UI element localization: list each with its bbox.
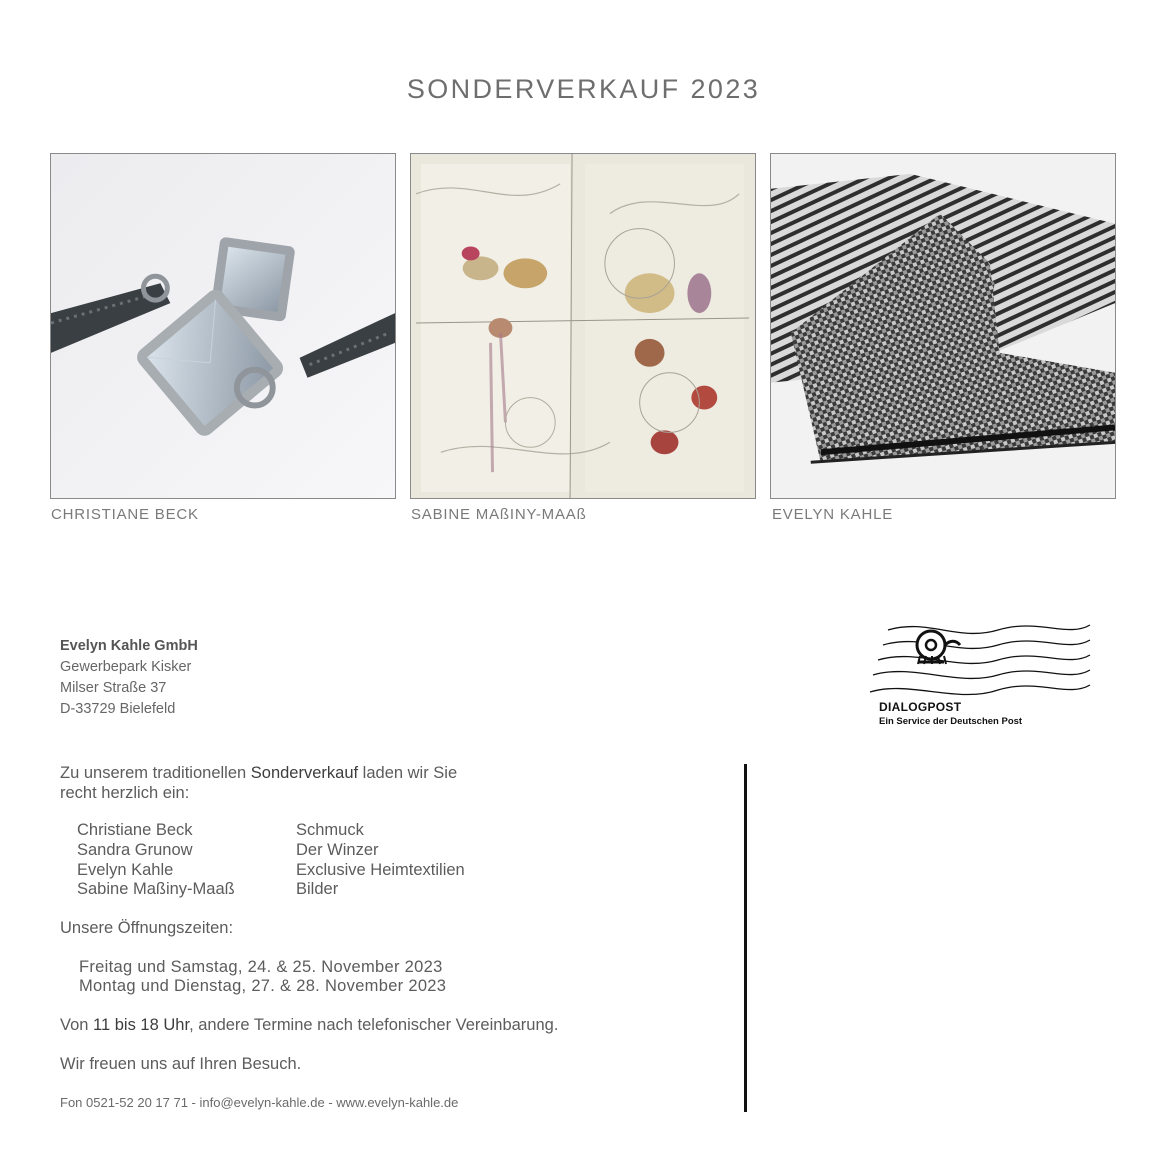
dialogpost-subtitle: Ein Service der Deutschen Post (879, 716, 1023, 727)
exhibitor-name: Christiane Beck (77, 821, 193, 839)
invite-text: laden wir Sie (358, 764, 458, 782)
company-name: Evelyn Kahle GmbH (60, 638, 198, 654)
hours-line: Freitag und Samstag, 24. & 25. November 2023 (79, 958, 443, 976)
sender-address (60, 636, 198, 720)
address-line: Milser Straße 37 (60, 680, 167, 696)
address-line: D-33729 Bielefeld (60, 701, 176, 717)
exhibitor-name: Sabine Maßiny-Maaß (77, 880, 235, 898)
posthorn-icon (868, 620, 1098, 700)
hours-heading: Unsere Öffnungszeiten: (60, 919, 234, 937)
hours-text: Von (60, 1016, 94, 1034)
exhibitor-item: Bilder (296, 880, 339, 898)
hours-line: Montag und Dienstag, 27. & 28. November 2023 (79, 977, 447, 995)
hours-bold: 11 bis 18 Uhr (93, 1016, 190, 1034)
invite-bold: Sonderverkauf (250, 764, 359, 782)
invitation-text (60, 763, 457, 803)
exhibitor-item: Der Winzer (296, 841, 379, 859)
exhibitor-name: Sandra Grunow (77, 841, 193, 859)
invite-line-1 (60, 763, 457, 783)
invite-text: Zu unserem traditionellen (60, 764, 251, 782)
jewelry-photo (50, 153, 396, 499)
hours-text: , andere Termine nach telefonischer Vereinbarung. (189, 1016, 559, 1034)
textile-photo (770, 153, 1116, 499)
contact-footer: Fon 0521-52 20 17 71 - info@evelyn-kahle.de - www.evelyn-kahle.de (60, 1095, 459, 1110)
closing-text: Wir freuen uns auf Ihren Besuch. (60, 1055, 302, 1073)
vertical-divider (744, 764, 747, 1112)
caption-evelyn-kahle: EVELYN KAHLE (772, 506, 894, 523)
painting-photo (410, 153, 756, 499)
dialogpost-label: DIALOGPOST (879, 700, 962, 714)
exhibitor-item: Schmuck (296, 821, 364, 839)
address-line: Gewerbepark Kisker (60, 659, 192, 675)
exhibitor-name: Evelyn Kahle (77, 861, 174, 879)
page-title: SONDERVERKAUF 2023 (406, 74, 761, 104)
dialogpost-stamp (868, 620, 1098, 730)
hours-time (60, 1016, 558, 1035)
invite-line-2: recht herzlich ein: (60, 784, 190, 802)
caption-christiane-beck: CHRISTIANE BECK (51, 506, 199, 523)
caption-sabine-massiny-maass: SABINE MAßINY-MAAß (411, 506, 587, 523)
exhibitor-item: Exclusive Heimtextilien (296, 861, 465, 879)
